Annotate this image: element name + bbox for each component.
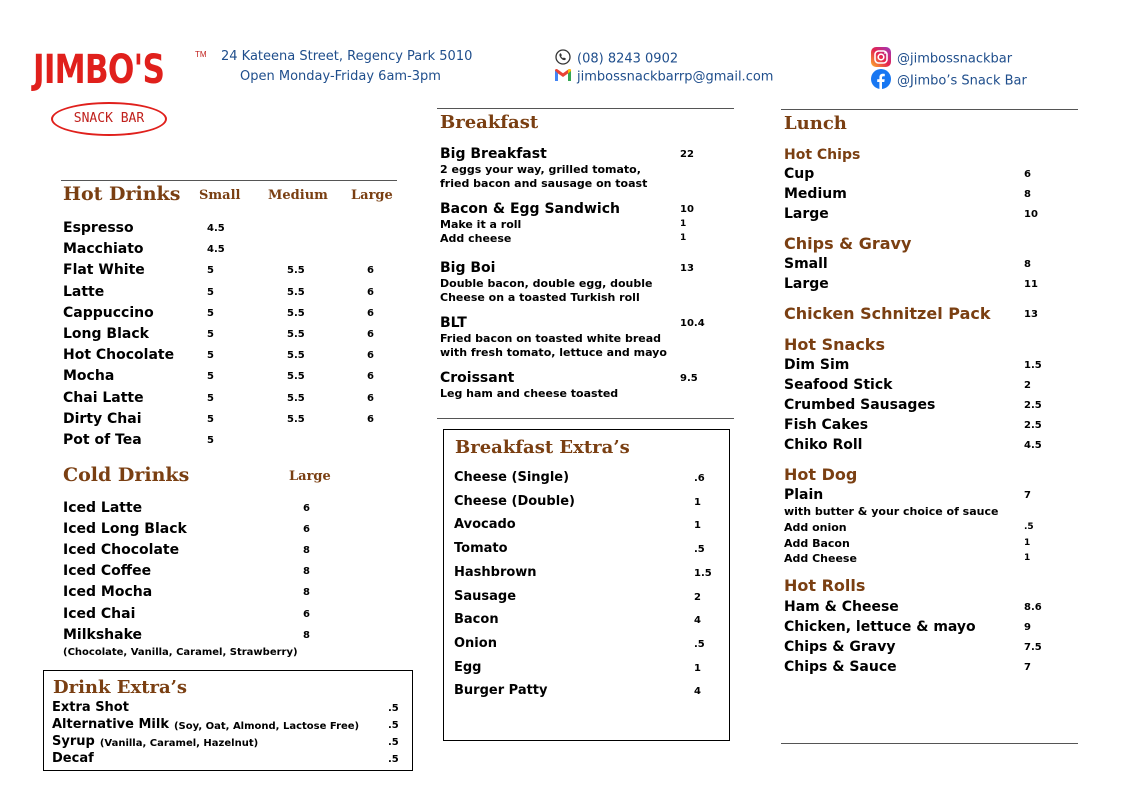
breakfast-extra-price: 4: [694, 615, 701, 627]
breakfast-item-desc-price: 1: [680, 219, 687, 229]
breakfast-extra-name: Sausage: [454, 588, 517, 604]
breakfast-item-desc: Cheese on a toasted Turkish roll: [440, 290, 640, 304]
drink-extra-note: (Vanilla, Caramel, Hazelnut): [99, 738, 259, 749]
hot-drink-name: Chai Latte: [63, 389, 144, 406]
hot-dog-addon-name: Add Cheese: [784, 552, 857, 565]
hot-dog-title: Hot Dog: [784, 465, 858, 484]
cold-drink-name: Milkshake: [63, 626, 143, 643]
drink-extra-note: (Soy, Oat, Almond, Lactose Free): [173, 721, 360, 732]
breakfast-item-desc: Fried bacon on toasted white bread: [440, 332, 661, 345]
phone[interactable]: [555, 49, 678, 69]
hot-drinks-divider: [61, 180, 397, 181]
breakfast-item-desc: Add cheese: [440, 231, 512, 245]
breakfast-extra-price: .5: [694, 638, 705, 650]
breakfast-item-desc: Double bacon, double egg, double: [440, 277, 653, 290]
hot-drink-price-small: 4.5: [207, 223, 225, 234]
hot-snack-item-price: 4.5: [1024, 440, 1042, 451]
hot-drink-price-medium: 5.5: [287, 265, 305, 277]
breakfast-item-desc: with fresh tomato, lettuce and mayo: [440, 345, 667, 359]
chips-gravy-item-price: 11: [1024, 279, 1038, 290]
size-medium-label: Medium: [268, 188, 328, 203]
hot-drinks-title: Hot Drinks: [63, 183, 181, 205]
hot-drink-price-medium: 5.5: [287, 286, 305, 298]
breakfast-extra-name: Egg: [454, 659, 482, 675]
hot-snack-item-price: 1.5: [1024, 360, 1042, 371]
hot-drink-price-small: 5: [207, 286, 214, 298]
milkshake-flavours: (Chocolate, Vanilla, Caramel, Strawberry): [63, 647, 298, 658]
gmail-icon: [555, 69, 571, 85]
hot-drink-name: Long Black: [63, 326, 149, 342]
cold-drink-price: 8: [303, 629, 310, 641]
cold-drink-price: 8: [303, 566, 310, 578]
hot-drink-name: Dirty Chai: [63, 410, 142, 427]
hot-chips-item-name: Cup: [784, 166, 815, 182]
hot-drink-name: Mocha: [63, 368, 115, 385]
schnitzel-title: Chicken Schnitzel Pack: [784, 304, 991, 323]
hot-chips-item-name: Medium: [784, 186, 847, 202]
drink-extra-price: .5: [388, 720, 399, 731]
hot-roll-item-price: 7.5: [1024, 642, 1042, 653]
cold-size-large-label: Large: [289, 469, 331, 484]
drink-extra-name: Extra Shot: [52, 700, 129, 715]
hot-drink-price-small: 5: [207, 435, 214, 446]
breakfast-item-name: Croissant: [440, 370, 515, 386]
breakfast-item-price: 10.4: [680, 318, 705, 329]
logo-subtitle: SNACK BAR: [51, 102, 167, 136]
instagram-handle: @jimbossnackbar: [897, 51, 1013, 67]
breakfast-item-price: 22: [680, 149, 694, 160]
address: 24 Kateena Street, Regency Park 5010: [221, 49, 473, 64]
cold-drink-name: Iced Mocha: [63, 584, 153, 601]
phone-icon: [555, 49, 571, 69]
breakfast-extra-price: 2: [694, 591, 701, 603]
breakfast-extra-name: Tomato: [454, 541, 508, 557]
breakfast-extra-name: Cheese (Single): [454, 470, 570, 485]
hot-roll-item-price: 9: [1024, 622, 1031, 633]
cold-drink-name: Iced Chocolate: [63, 542, 180, 559]
hot-dog-addon-price: 1: [1024, 537, 1031, 548]
cold-drink-name: Iced Latte: [63, 500, 143, 516]
hot-drink-price-small: 5: [207, 371, 214, 383]
hot-drink-price-small: 5: [207, 350, 214, 362]
hot-dog-plain-price: 7: [1024, 490, 1031, 501]
lunch-top-divider: [781, 109, 1078, 110]
hot-rolls-title: Hot Rolls: [784, 576, 866, 595]
hot-drink-name: Espresso: [63, 220, 134, 236]
hot-chips-item-price: 10: [1024, 209, 1038, 220]
hot-dog-note: with butter & your choice of sauce: [784, 505, 999, 518]
hot-drink-name: Hot Chocolate: [63, 347, 175, 364]
breakfast-item-price: 9.5: [680, 373, 698, 384]
hot-chips-title: Hot Chips: [784, 147, 861, 163]
breakfast-extra-name: Onion: [454, 635, 497, 651]
chips-gravy-item-price: 8: [1024, 259, 1031, 270]
cold-drinks-title: Cold Drinks: [63, 464, 190, 486]
cold-drink-price: 6: [303, 503, 310, 514]
drink-extra-price: .5: [388, 754, 399, 765]
hot-roll-item-name: Chips & Sauce: [784, 659, 897, 675]
breakfast-extra-price: 1: [694, 662, 701, 674]
breakfast-extra-price: 4: [694, 686, 701, 698]
hot-drink-price-small: 5: [207, 392, 214, 404]
hot-snack-item-name: Dim Sim: [784, 357, 850, 373]
facebook[interactable]: [871, 69, 1027, 93]
hot-drink-price-small: 5: [207, 265, 214, 277]
facebook-icon: [871, 69, 891, 93]
chips-gravy-title: Chips & Gravy: [784, 234, 912, 253]
breakfast-item-name: BLT: [440, 315, 467, 331]
drink-extra-name: Syrup: [52, 734, 95, 749]
hot-snacks-title: Hot Snacks: [784, 335, 885, 354]
breakfast-extras-title: Breakfast Extra’s: [455, 437, 630, 458]
breakfast-extra-name: Avocado: [454, 517, 516, 533]
cold-drink-price: 8: [303, 545, 310, 557]
hot-snack-item-name: Fish Cakes: [784, 417, 869, 433]
phone-number: (08) 8243 0902: [577, 51, 679, 67]
hot-chips-item-price: 6: [1024, 169, 1031, 180]
hot-roll-item-name: Chicken, lettuce & mayo: [784, 619, 976, 635]
breakfast-title: Breakfast: [440, 112, 539, 133]
hot-dog-addon-name: Add Bacon: [784, 536, 850, 550]
breakfast-item-desc: fried bacon and sausage on toast: [440, 176, 648, 190]
breakfast-item-price: 10: [680, 204, 694, 215]
hot-drink-price-large: 6: [367, 329, 374, 340]
cold-drink-price: 6: [303, 524, 310, 536]
hot-drink-price-medium: 5.5: [287, 329, 305, 340]
hot-snack-item-name: Seafood Stick: [784, 377, 893, 393]
hot-drink-name: Cappuccino: [63, 304, 154, 321]
hot-snack-item-price: 2: [1024, 380, 1031, 391]
breakfast-extra-name: Burger Patty: [454, 683, 548, 699]
chips-gravy-item-name: Large: [784, 276, 829, 292]
hot-drink-price-medium: 5.5: [287, 350, 305, 362]
drink-extra-price: .5: [388, 703, 399, 714]
breakfast-bottom-divider: [437, 418, 734, 419]
hot-drink-price-small: 5: [207, 413, 214, 425]
breakfast-extra-price: 1: [694, 496, 701, 508]
hot-dog-addon-price: 1: [1024, 553, 1031, 563]
chips-gravy-item-name: Small: [784, 256, 828, 272]
opening-hours: Open Monday-Friday 6am-3pm: [240, 69, 441, 84]
hot-snack-item-price: 2.5: [1024, 420, 1042, 431]
breakfast-item-name: Bacon & Egg Sandwich: [440, 201, 620, 217]
drink-extra-name: Decaf: [52, 751, 94, 766]
hot-drink-name: Flat White: [63, 262, 145, 279]
hot-drink-price-large: 6: [367, 286, 374, 298]
hot-drink-price-small: 5: [207, 329, 214, 340]
schnitzel-price: 13: [1024, 309, 1038, 320]
cold-drink-name: Iced Chai: [63, 605, 136, 622]
instagram-icon: [871, 47, 891, 71]
breakfast-item-price: 13: [680, 263, 694, 274]
hot-drink-name: Macchiato: [63, 241, 144, 258]
breakfast-extra-price: 1.5: [694, 567, 712, 579]
email[interactable]: [555, 69, 773, 85]
breakfast-extra-price: .5: [694, 544, 705, 556]
size-large-label: Large: [351, 188, 393, 203]
breakfast-extra-name: Bacon: [454, 612, 499, 628]
hot-drink-price-large: 6: [367, 392, 374, 404]
breakfast-item-desc: 2 eggs your way, grilled tomato,: [440, 163, 641, 176]
hot-drink-name: Pot of Tea: [63, 432, 142, 448]
hot-roll-item-price: 7: [1024, 662, 1031, 673]
drink-extra-price: .5: [388, 737, 399, 748]
breakfast-item-desc: Make it a roll: [440, 218, 522, 231]
cold-drink-price: 6: [303, 608, 310, 620]
breakfast-extra-name: Hashbrown: [454, 564, 537, 580]
hot-drink-price-small: 4.5: [207, 244, 225, 256]
breakfast-extra-name: Cheese (Double): [454, 493, 575, 509]
drink-extra-name: Alternative Milk: [52, 717, 169, 732]
hot-drink-name: Latte: [63, 283, 105, 300]
instagram[interactable]: [871, 47, 1012, 71]
email-address: jimbossnackbarrp@gmail.com: [577, 69, 774, 85]
logo-trademark: TM: [195, 50, 207, 59]
logo-wordmark: JIMBO'S: [33, 47, 165, 93]
breakfast-item-desc-price: 1: [680, 232, 687, 243]
hot-drink-price-large: 6: [367, 265, 374, 277]
cold-drink-name: Iced Long Black: [63, 521, 187, 538]
hot-drink-price-large: 6: [367, 413, 374, 425]
drink-extras-title: Drink Extra’s: [53, 677, 188, 698]
hot-roll-item-name: Ham & Cheese: [784, 599, 899, 615]
hot-roll-item-price: 8.6: [1024, 602, 1042, 613]
cold-drink-price: 8: [303, 587, 310, 599]
breakfast-extra-price: 1: [694, 520, 701, 532]
size-small-label: Small: [199, 188, 241, 203]
breakfast-item-desc: Leg ham and cheese toasted: [440, 387, 619, 400]
cold-drink-name: Iced Coffee: [63, 563, 152, 580]
hot-drink-price-medium: 5.5: [287, 413, 305, 425]
hot-dog-addon-name: Add onion: [784, 521, 847, 534]
breakfast-top-divider: [437, 108, 734, 109]
hot-drink-price-medium: 5.5: [287, 307, 305, 319]
facebook-page: @Jimbo’s Snack Bar: [897, 73, 1027, 89]
breakfast-item-name: Big Boi: [440, 260, 496, 276]
logo: [33, 47, 207, 140]
hot-roll-item-name: Chips & Gravy: [784, 639, 896, 655]
hot-drink-price-large: 6: [367, 307, 374, 319]
hot-snack-item-name: Crumbed Sausages: [784, 397, 936, 413]
hot-drink-price-small: 5: [207, 307, 214, 319]
hot-snack-item-price: 2.5: [1024, 400, 1042, 411]
breakfast-item-name: Big Breakfast: [440, 146, 547, 162]
hot-chips-item-price: 8: [1024, 189, 1031, 200]
lunch-bottom-divider: [781, 743, 1078, 744]
hot-dog-addon-price: .5: [1024, 522, 1034, 532]
hot-snack-item-name: Chiko Roll: [784, 437, 863, 453]
hot-dog-plain: Plain: [784, 487, 824, 503]
breakfast-extra-price: .6: [694, 473, 705, 484]
lunch-title: Lunch: [784, 113, 847, 134]
hot-chips-item-name: Large: [784, 206, 829, 222]
hot-drink-price-medium: 5.5: [287, 392, 305, 404]
hot-drink-price-medium: 5.5: [287, 371, 305, 383]
hot-drink-price-large: 6: [367, 371, 374, 383]
hot-drink-price-large: 6: [367, 350, 374, 362]
